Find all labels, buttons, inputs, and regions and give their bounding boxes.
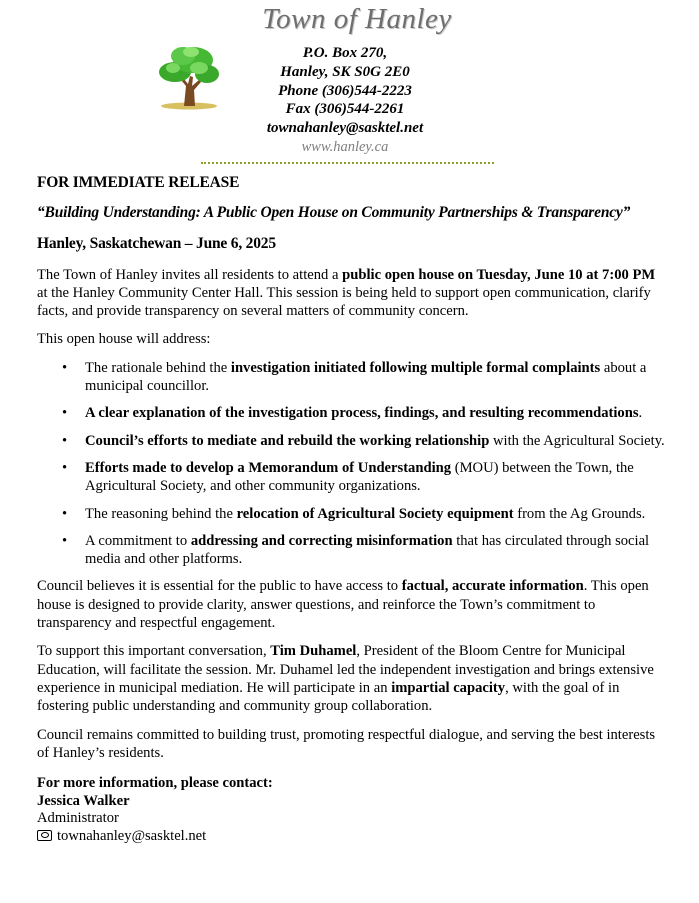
agenda-item bbox=[37, 505, 667, 523]
facilitator-paragraph bbox=[37, 642, 667, 715]
bullet-icon: • bbox=[62, 532, 68, 549]
bullet-icon: • bbox=[62, 505, 68, 522]
city-postal: Hanley, SK S0G 2E0 bbox=[280, 63, 410, 80]
item-text: from the Ag Grounds. bbox=[513, 505, 646, 522]
facilitator-text-cont: , President of the Bloom Centre for Municipal Education, will facilitate the session. Mr. Duhamel led the independent investigation and brings extensive experience in municipal mediation. He will participate in an bbox=[37, 643, 654, 696]
intro-text-cont: at the Hanley Community Center Hall. This session is being held to support open communication, clarify facts, and provide transparency on several matters of community concern. bbox=[37, 284, 651, 320]
email-icon bbox=[37, 830, 52, 841]
item-text: with the Agricultural Society. bbox=[489, 432, 665, 449]
dotted-divider bbox=[201, 162, 494, 164]
fax: Fax (306)544-2261 bbox=[285, 101, 405, 118]
press-release-body bbox=[37, 174, 667, 846]
contact-email-row bbox=[37, 828, 667, 846]
council-paragraph bbox=[37, 577, 667, 632]
item-bold: relocation of Agricultural Society equipment bbox=[236, 505, 514, 522]
intro-paragraph bbox=[37, 266, 667, 321]
item-text: The rationale behind the bbox=[85, 359, 231, 376]
contact-email[interactable]: townahanley@sasktel.net bbox=[57, 827, 207, 844]
facilitator-text: To support this important conversation, bbox=[37, 643, 271, 660]
item-text: A commitment to bbox=[85, 532, 191, 549]
item-bold: Efforts made to develop a Memorandum of Understanding bbox=[85, 459, 452, 476]
address-block bbox=[255, 44, 435, 157]
bullet-icon: • bbox=[62, 359, 68, 376]
item-text: (MOU) between the Town, the Agricultural Society, and other community organizations. bbox=[85, 459, 634, 495]
release-heading: FOR IMMEDIATE RELEASE bbox=[37, 174, 240, 191]
bullet-icon: • bbox=[62, 459, 68, 476]
bullet-icon: • bbox=[62, 432, 68, 449]
agenda-item bbox=[37, 359, 667, 396]
town-title: Town of Hanley bbox=[262, 3, 452, 35]
agenda-list bbox=[37, 359, 667, 569]
dateline: Hanley, Saskatchewan – June 6, 2025 bbox=[37, 235, 276, 253]
council-text-cont: . This open house is designed to provide clarity, answer questions, and reinforce the Town’s commitment to transparency and respectful engagement. bbox=[37, 578, 649, 632]
item-bold: Council’s efforts to mediate and rebuild the working relationship bbox=[85, 432, 490, 449]
tree-icon bbox=[153, 42, 223, 112]
letterhead bbox=[0, 0, 699, 170]
facilitator-name: Tim Duhamel bbox=[270, 643, 357, 660]
po-box: P.O. Box 270, bbox=[302, 45, 388, 61]
phone: Phone (306)544-2223 bbox=[278, 82, 412, 99]
agenda-item bbox=[37, 532, 667, 569]
item-text: . bbox=[638, 405, 643, 422]
facilitator-bold: impartial capacity bbox=[391, 679, 506, 696]
letterhead-email[interactable]: townahanley@sasktel.net bbox=[266, 120, 424, 137]
agenda-item bbox=[37, 404, 667, 422]
website-link[interactable]: www.hanley.ca bbox=[301, 138, 389, 155]
facilitator-text-end: , with the goal of in fostering public understanding and community group collaboration. bbox=[37, 679, 620, 715]
item-text: about a municipal councillor. bbox=[85, 359, 647, 395]
event-details: public open house on Tuesday, June 10 at 7:00 PM bbox=[342, 266, 656, 283]
agenda-item bbox=[37, 459, 667, 496]
item-text: that has circulated through social media and other platforms. bbox=[85, 532, 650, 568]
agenda-intro: This open house will address: bbox=[37, 331, 211, 348]
intro-text: The Town of Hanley invites all residents to attend a bbox=[37, 266, 343, 283]
item-bold: addressing and correcting misinformation bbox=[190, 532, 453, 549]
closing-paragraph: Council remains committed to building trust, promoting respectful dialogue, and serving the best interests of Hanley’s residents. bbox=[37, 726, 656, 761]
bullet-icon: • bbox=[62, 405, 68, 422]
contact-title: Administrator bbox=[37, 810, 119, 827]
item-bold: investigation initiated following multiple formal complaints bbox=[230, 359, 601, 376]
council-bold: factual, accurate information bbox=[401, 578, 584, 595]
item-text: The reasoning behind the bbox=[85, 505, 237, 522]
agenda-item bbox=[37, 432, 667, 450]
contact-block bbox=[37, 775, 667, 845]
council-text: Council believes it is essential for the public to have access to bbox=[37, 578, 402, 595]
item-bold: A clear explanation of the investigation process, findings, and resulting recommendations bbox=[85, 405, 639, 422]
headline: “Building Understanding: A Public Open House on Community Partnerships & Transparency” bbox=[37, 204, 631, 222]
contact-label: For more information, please contact: bbox=[37, 775, 273, 792]
contact-name: Jessica Walker bbox=[37, 792, 130, 809]
